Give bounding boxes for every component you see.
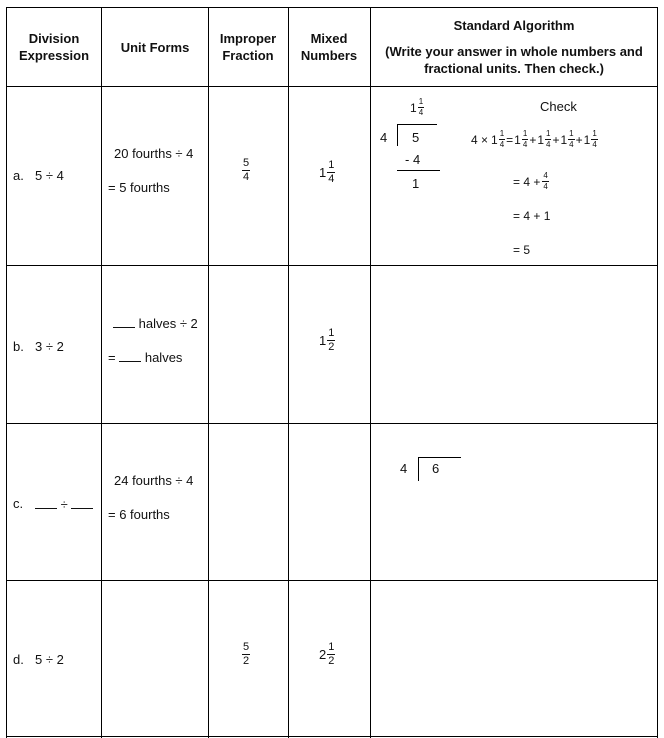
row-a-unit-form-line1: 20 fourths ÷ 4 <box>114 146 194 161</box>
improper-denominator: 4 <box>243 171 250 183</box>
check-term <box>491 130 505 149</box>
row-c-dividend: 6 <box>432 461 440 476</box>
term-numerator: 1 <box>522 129 528 138</box>
improper-numerator: 5 <box>243 157 250 169</box>
grid-line <box>6 265 658 266</box>
term-fraction <box>591 130 597 149</box>
row-b-mixed-number <box>319 328 335 353</box>
mixed-whole: 1 <box>319 333 327 348</box>
row-a-dividend: 5 <box>412 130 420 145</box>
mixed-whole: 1 <box>319 165 327 180</box>
answer-blank[interactable] <box>113 316 135 328</box>
check-line-4: = 5 <box>513 243 531 257</box>
row-b-unit-form-line1 <box>113 316 198 330</box>
term-numerator: 1 <box>546 129 551 138</box>
check-plus: + <box>552 132 560 147</box>
term-whole: 1 <box>537 132 545 147</box>
mixed-numerator: 1 <box>328 327 335 339</box>
fraction-denominator: 4 <box>543 182 548 191</box>
header-mixed-numbers: Mixed Numbers <box>300 31 358 63</box>
quotient-whole: 1 <box>410 100 417 115</box>
grid-line <box>288 7 289 738</box>
check-line-3: = 4 + 1 <box>513 209 551 223</box>
term-numerator: 1 <box>569 129 574 138</box>
check-line-1 <box>471 130 598 149</box>
term-whole: 1 <box>514 132 521 147</box>
grid-line <box>6 580 658 581</box>
term-denominator: 4 <box>592 140 597 149</box>
quotient-fraction <box>418 98 424 117</box>
term-fraction <box>522 130 528 149</box>
check-plus: + <box>575 132 583 147</box>
grid-line <box>657 7 658 738</box>
mixed-fraction <box>327 328 335 353</box>
grid-line <box>101 7 102 738</box>
row-d-label: d. <box>13 652 24 667</box>
row-b-unit-form-line2 <box>108 350 182 364</box>
term-whole: 1 <box>560 132 568 147</box>
header-improper-fraction: Improper Fraction <box>219 31 277 63</box>
grid-line <box>208 7 209 738</box>
row-a-expression: 5 ÷ 4 <box>35 168 64 183</box>
mixed-denominator: 2 <box>328 341 335 353</box>
header-standard-algorithm: Standard Algorithm <box>453 18 575 33</box>
row-c-unit-form-line1: 24 fourths ÷ 4 <box>114 473 194 488</box>
division-bracket-top <box>397 124 437 125</box>
row-b-expression: 3 ÷ 2 <box>35 339 64 354</box>
term-whole: 1 <box>491 132 498 147</box>
check-term <box>514 130 528 149</box>
check-line-2-fraction <box>542 172 548 191</box>
row-a-divisor: 4 <box>380 130 388 145</box>
term-fraction <box>499 130 505 149</box>
mixed-numerator: 1 <box>328 159 335 171</box>
row-d-improper-fraction <box>242 642 250 667</box>
check-line-2-text: = 4 + <box>513 174 541 189</box>
grid-line <box>6 7 7 738</box>
division-bracket-side <box>418 457 419 481</box>
row-c-expression <box>35 497 93 511</box>
term-denominator: 4 <box>569 140 574 149</box>
quotient-denominator: 4 <box>418 108 424 117</box>
check-term <box>537 130 551 149</box>
unit-text: halves ÷ 2 <box>138 316 198 331</box>
mixed-fraction <box>327 642 335 667</box>
grid-line <box>6 423 658 424</box>
quotient-numerator: 1 <box>418 97 424 106</box>
term-fraction <box>545 130 551 149</box>
grid-line <box>6 7 658 8</box>
row-a-label: a. <box>13 168 24 183</box>
fraction-numerator: 4 <box>543 171 548 180</box>
row-a-mixed-number <box>319 160 335 185</box>
term-denominator: 4 <box>546 140 551 149</box>
row-c-unit-form-line2: = 6 fourths <box>108 507 170 522</box>
check-line-2 <box>513 172 549 191</box>
division-bracket-side <box>397 124 398 146</box>
grid-line <box>370 7 371 738</box>
grid-line <box>6 736 658 737</box>
term-denominator: 4 <box>522 140 528 149</box>
header-unit-forms: Unit Forms <box>120 40 190 55</box>
unit-text: halves <box>144 350 183 365</box>
row-c-divisor: 4 <box>400 461 408 476</box>
row-c-label: c. <box>13 496 24 511</box>
answer-blank[interactable] <box>35 497 57 509</box>
division-bracket-top <box>418 457 461 458</box>
mixed-whole: 2 <box>319 647 327 662</box>
subtraction-line <box>397 170 440 171</box>
term-numerator: 1 <box>499 129 505 138</box>
check-equals: = <box>506 132 514 147</box>
row-a-unit-form-line2: = 5 fourths <box>108 180 170 195</box>
header-standard-algorithm-note: (Write your answer in whole numbers and fractional units. Then check.) <box>385 44 643 76</box>
row-a-improper-fraction <box>242 158 250 183</box>
term-whole: 1 <box>583 132 591 147</box>
row-d-expression: 5 ÷ 2 <box>35 652 64 667</box>
check-title: Check <box>540 99 577 114</box>
row-b-label: b. <box>13 339 24 354</box>
check-lead: 4 × <box>471 132 489 147</box>
improper-denominator: 2 <box>243 655 250 667</box>
check-term <box>584 130 598 149</box>
division-sign: ÷ <box>60 497 68 512</box>
mixed-denominator: 4 <box>328 173 335 185</box>
answer-blank[interactable] <box>71 497 93 509</box>
row-a-subtract: - 4 <box>405 152 421 167</box>
row-a-remainder: 1 <box>412 176 420 191</box>
improper-numerator: 5 <box>243 641 250 653</box>
check-plus: + <box>529 132 537 147</box>
row-a-quotient <box>410 98 424 117</box>
term-denominator: 4 <box>499 140 505 149</box>
row-d-mixed-number <box>319 642 335 667</box>
mixed-fraction <box>327 160 335 185</box>
mixed-denominator: 2 <box>328 655 335 667</box>
equals-sign: = <box>108 350 116 365</box>
term-numerator: 1 <box>592 129 597 138</box>
mixed-numerator: 1 <box>328 641 335 653</box>
answer-blank[interactable] <box>119 350 141 362</box>
grid-line <box>6 86 658 87</box>
term-fraction <box>568 130 574 149</box>
check-term <box>560 130 574 149</box>
header-division-expression: Division Expression <box>18 31 90 63</box>
